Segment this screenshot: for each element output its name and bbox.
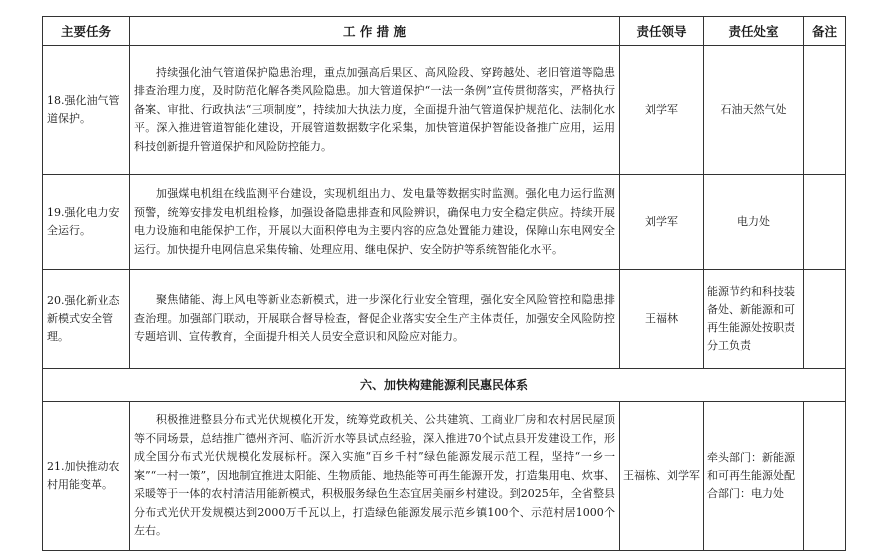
remark-cell [804, 175, 846, 270]
header-office: 责任处室 [704, 17, 804, 46]
header-remark: 备注 [804, 17, 846, 46]
task-cell: 21.加快推动农村用能变革。 [43, 402, 130, 551]
remark-cell [804, 402, 846, 551]
task-cell: 18.强化油气管道保护。 [43, 46, 130, 175]
measures-cell [130, 175, 620, 270]
table-row [43, 270, 846, 369]
office-cell: 能源节约和科技装备处、新能源和可再生能源处按职责分工负责 [704, 270, 804, 369]
table-row [43, 175, 846, 270]
office-cell: 牵头部门：新能源和可再生能源处配合部门：电力处 [704, 402, 804, 551]
table-row [43, 46, 846, 175]
measures-text: 加强煤电机组在线监测平台建设，实现机组出力、发电量等数据实时监测。强化电力运行监测预警，统筹安排发电机组检修，加强设备隐患排查和风险辨识，确保电力安全稳定供应。持续开展电力设施和电能保护工作，开展以大面积停电为主要内容的应急处置能力建设，保障山东电网安全运行。加快提升电网信息采集传输、处理应用、继电保护、安全防护等系统智能化水平。 [134, 187, 615, 256]
office-cell: 电力处 [704, 175, 804, 270]
measures-text: 积极推进整县分布式光伏规模化开发，统筹党政机关、公共建筑、工商业厂房和农村居民屋顶等不同场景，总结推广德州齐河、临沂沂水等县试点经验，深入推进70个试点县开发建设工作，形成全国分布式光伏规模化发展标杆。深入实施“百乡千村”绿色能源发展示范工程，坚持“一乡一案”“一村一策”，因地制宜推进太阳能、生物质能、地热能等可再生能源开发，打造集用电、炊事、采暖等于一体的农村清洁用能新模式，积极服务绿色生态宜居美丽乡村建设。到2025年，全省整县分布式光伏开发规模达到2000万千瓦以上，打造绿色能源发展示范乡镇100个、示范村居1000个左右。 [134, 413, 615, 538]
measures-text: 聚焦储能、海上风电等新业态新模式，进一步深化行业安全管理，强化安全风险管控和隐患排查治理。加强部门联动，开展联合督导检查，督促企业落实安全生产主体责任，加强安全风险防控专题培训、宣传教育，全面提升相关人员安全意识和风险应对能力。 [134, 293, 615, 344]
measures-cell [130, 46, 620, 175]
table-header-row [43, 17, 846, 46]
measures-text: 持续强化油气管道保护隐患治理，重点加强高后果区、高风险段、穿跨越处、老旧管道等隐患排查治理力度，及时防范化解各类风险隐患。加大管道保护“一法一条例”宣传贯彻落实，严格执行备案、审批、行政执法“三项制度”，持续加大执法力度，全面提升油气管道保护规范化、法制化水平。深入推进管道智能化建设，开展管道数据数字化采集，加快管道保护智能设备推广应用，运用科技创新提升管道保护和风险防控能力。 [134, 65, 615, 153]
section-title: 六、加快构建能源利民惠民体系 [43, 369, 846, 402]
header-measures: 工 作 措 施 [130, 17, 620, 46]
measures-cell [130, 270, 620, 369]
remark-cell [804, 46, 846, 175]
header-task: 主要任务 [43, 17, 130, 46]
section-row [43, 369, 846, 402]
leader-cell: 王福栋、刘学军 [620, 402, 704, 551]
measures-cell [130, 402, 620, 551]
office-cell: 石油天然气处 [704, 46, 804, 175]
header-leader: 责任领导 [620, 17, 704, 46]
task-cell: 19.强化电力安全运行。 [43, 175, 130, 270]
task-table [42, 16, 846, 551]
remark-cell [804, 270, 846, 369]
leader-cell: 刘学军 [620, 46, 704, 175]
task-cell: 20.强化新业态新模式安全管理。 [43, 270, 130, 369]
leader-cell: 王福林 [620, 270, 704, 369]
leader-cell: 刘学军 [620, 175, 704, 270]
table-row [43, 402, 846, 551]
